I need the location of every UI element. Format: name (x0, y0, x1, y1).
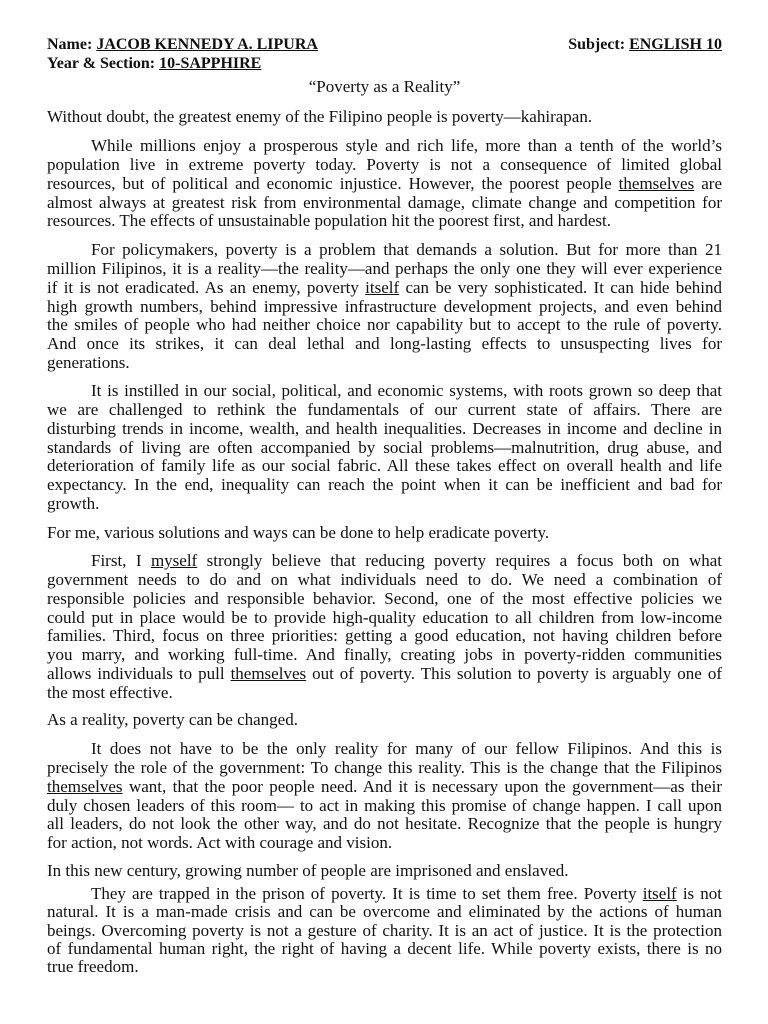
essay-paragraph-7 (47, 711, 722, 730)
text-line: population live in extreme poverty today. Poverty is not a consequence of limited global (47, 154, 722, 174)
text-line: million Filipinos, it is a reality—the reality—and perhaps the only one they will ever experience (47, 258, 722, 278)
essay-paragraph-9 (47, 862, 722, 881)
text-line (47, 778, 722, 797)
underlined-word: themselves (230, 664, 307, 684)
subject-value: ENGLISH 10 (629, 36, 722, 53)
text-run: allows individuals to pull (47, 664, 231, 684)
text-line (47, 175, 722, 194)
subject-label: Subject: (568, 36, 626, 53)
text-line: While millions enjoy a prosperous style and rich life, more than a tenth of the world’s (91, 136, 722, 155)
text-line: And once its strikes, it can deal lethal and long-lasting effects to unsuspecting lives for (47, 334, 722, 354)
text-line (47, 665, 722, 684)
text-run: They are trapped in the prison of poverty. It is time to set them free. Poverty (91, 884, 643, 903)
year-section-label: Year & Section: (47, 55, 156, 72)
student-name-label: Name: (47, 36, 93, 53)
text-line: of fundamental human right, the right of having a decent life. While poverty exists, there is no (47, 938, 722, 958)
text-line: we are challenged to rethink the fundamentals of our current state of affairs. There are (47, 399, 722, 419)
text-line: beings. Overcoming poverty is not a gesture of charity. It is an act of justice. It is the protection (47, 920, 722, 940)
text-line: resources. The effects of unsustainable population hit the poorest first, and hardest. (47, 211, 611, 231)
essay-paragraph-2 (47, 137, 722, 231)
essay-paragraph-8 (47, 740, 722, 853)
underlined-word: itself (642, 884, 677, 903)
essay-paragraph-1 (47, 108, 722, 127)
text-line: high growth numbers, behind impressive infrastructure development projects, and even behind (47, 296, 722, 316)
text-line: all leaders, do not look the other way, and do not hesitate. Recognize that the people is hungry (47, 814, 722, 834)
text-line: standards of living are often accompanied by social problems—malnutrition, drug abuse, and (47, 437, 722, 457)
text-line: true freedom. (47, 957, 139, 977)
text-line: For me, various solutions and ways can be done to help eradicate poverty. (47, 523, 550, 542)
header-row-section (47, 55, 722, 74)
text-line: disturbing trends in income, wealth, and health inequalities. Decreases in income and decline in (47, 418, 722, 438)
text-line: It is instilled in our social, political, and economic systems, with roots grown so deep that (91, 381, 722, 400)
text-run: are (694, 173, 722, 193)
text-line: the smiles of people who had neither choice nor capability but to accept to the rule of poverty. (47, 315, 722, 335)
text-line: almost always at greatest risk from environmental damage, climate change and competition for (47, 192, 722, 212)
essay-paragraph-5 (47, 524, 722, 543)
essay-paragraph-3 (47, 241, 722, 373)
text-line: responsible policies and responsible behavior. Second, one of the most effective policies we (47, 588, 722, 608)
essay-title: “Poverty as a Reality” (308, 77, 461, 96)
student-name-value: JACOB KENNEDY A. LIPURA (96, 36, 318, 53)
text-line: families. Third, focus on three priorities: getting a good education, not having children before (47, 626, 722, 646)
text-line: growth. (47, 494, 100, 514)
text-run: if it is not eradicated. As an enemy, poverty (47, 277, 366, 297)
text-run: is not (676, 884, 722, 903)
text-line: precisely the role of the government: To change this reality. This is the change that the Filipinos (47, 757, 722, 777)
text-line: the most effective. (47, 682, 173, 702)
text-line: As a reality, poverty can be changed. (47, 710, 298, 729)
text-run: strongly believe that reducing poverty requires a focus both on what (197, 551, 723, 570)
student-name-field (47, 36, 318, 55)
header-row-name-subject (47, 36, 722, 55)
essay-paragraph-10 (47, 885, 722, 976)
text-line: could put in place would be to provide high-quality education to all children from low-income (47, 607, 722, 627)
text-run: First, I (91, 551, 151, 570)
text-line: For policymakers, poverty is a problem that demands a solution. But for more than 21 (91, 240, 722, 259)
text-line: Without doubt, the greatest enemy of the Filipino people is poverty—kahirapan. (47, 107, 593, 126)
text-run: resources, but of political and economic injustice. However, the poorest people (47, 173, 619, 193)
essay-paragraph-4 (47, 382, 722, 514)
text-line: expectancy. In the end, inequality can reach the point when it can be inefficient and bad for (47, 475, 722, 495)
text-line (47, 279, 722, 298)
text-run: can be very sophisticated. It can hide behind (399, 277, 722, 297)
text-line: you marry, and working full-time. And finally, creating jobs in poverty-ridden communities (47, 645, 722, 665)
text-line: generations. (47, 353, 130, 373)
underlined-word: themselves (618, 173, 695, 193)
text-run: out of poverty. This solution to poverty is arguably one of (306, 664, 722, 684)
text-line: government needs to do and on what individuals need to do. We need a combination of (47, 569, 722, 589)
text-line: duly chosen leaders of this room— to act in making this promise of change happen. I call upon (47, 795, 722, 815)
text-line (47, 552, 722, 571)
subject-field (568, 36, 722, 55)
text-line: It does not have to be the only reality for many of our fellow Filipinos. And this is (91, 739, 722, 758)
underlined-word: myself (150, 551, 198, 570)
underlined-word: itself (365, 277, 400, 297)
year-section-value: 10-SAPPHIRE (159, 55, 262, 72)
text-line (47, 885, 722, 903)
essay-paragraph-6 (47, 552, 722, 703)
text-run: want, that the poor people need. And it is necessary upon the government—as their (122, 776, 722, 796)
text-line: for action, not words. Act with courage and vision. (47, 833, 393, 853)
text-line: In this new century, growing number of people are imprisoned and enslaved. (47, 861, 569, 880)
underlined-word: themselves (47, 776, 123, 796)
text-line: deterioration of family life as our social fabric. All these takes effect on overall health and life (47, 456, 722, 476)
text-line: natural. It is a man-made crisis and can be overcome and eliminated by the actions of human (47, 902, 722, 922)
